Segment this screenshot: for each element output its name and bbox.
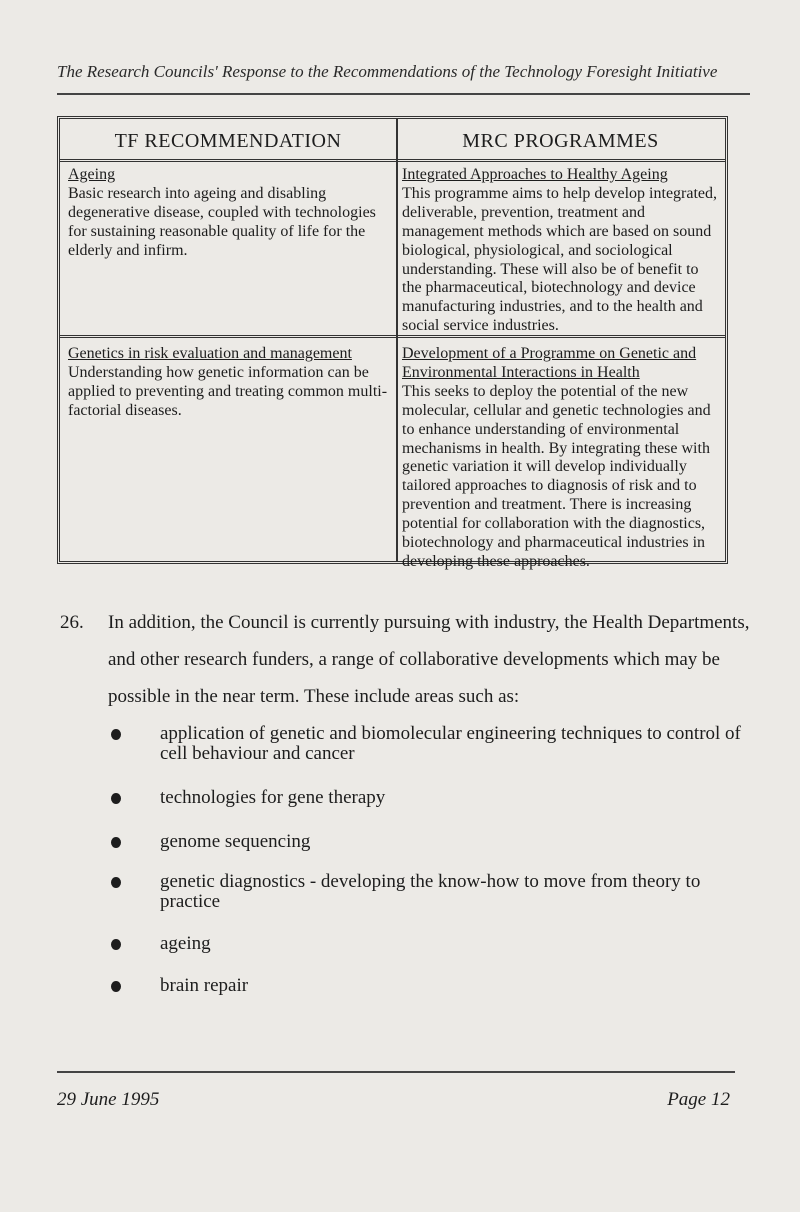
bullet-icon bbox=[111, 877, 121, 888]
list-item-text: genome sequencing bbox=[160, 831, 311, 852]
page-number: Page 12 bbox=[667, 1089, 730, 1110]
cell-title: Ageing bbox=[68, 166, 116, 183]
bullet-icon bbox=[111, 729, 121, 740]
list-item-text: genetic diagnostics - developing the know-how to move from theory to practice bbox=[160, 871, 701, 912]
list-item-text: ageing bbox=[160, 933, 211, 954]
bullet-icon bbox=[111, 981, 121, 992]
cell-body: Understanding how genetic information can be applied to preventing and treating common multi-factorial diseases. bbox=[68, 363, 388, 419]
footer-date: 29 June 1995 bbox=[57, 1089, 160, 1110]
bullet-icon bbox=[111, 837, 121, 848]
table-cell-recommendation bbox=[68, 345, 390, 421]
paragraph-text: In addition, the Council is currently pursuing with industry, the Health Departments, and other research funders, a range of collaborative developments which may be possible in the near term. These include areas such as: bbox=[108, 612, 750, 707]
footer-rule bbox=[57, 1071, 735, 1073]
bullet-icon bbox=[111, 939, 121, 950]
cell-title: Development of a Programme on Genetic and Environmental Interactions in Health bbox=[402, 345, 697, 381]
header-rule bbox=[57, 93, 750, 95]
recommendation-table bbox=[57, 116, 728, 570]
cell-title: Integrated Approaches to Healthy Ageing bbox=[402, 166, 668, 183]
header-row-rule bbox=[60, 159, 725, 165]
table-header-mrc-programmes: MRC PROGRAMMES bbox=[462, 130, 659, 152]
cell-body: This seeks to deploy the potential of the new molecular, cellular and genetic technologies and to enhance understanding of environmental mechanisms in health. By integrating these with genetic variation it will develop individually tailored approaches to diagnosis of risk and to prevention and treatment. There is increasing potential for collaboration with the diagnostics, biotechnology and pharmaceutical industries in developing these approaches. bbox=[402, 382, 711, 570]
cell-title: Genetics in risk evaluation and management bbox=[68, 345, 352, 362]
list-item-text: application of genetic and biomolecular engineering techniques to control of cell behaviour and cancer bbox=[160, 723, 741, 764]
table-header-tf-recommendation: TF RECOMMENDATION bbox=[114, 130, 342, 152]
running-header: The Research Councils' Response to the Recommendations of the Technology Foresight Initiative bbox=[57, 62, 718, 81]
list-item-text: technologies for gene therapy bbox=[160, 787, 386, 808]
table-cell-programme bbox=[402, 345, 720, 572]
paragraph-number: 26. bbox=[60, 612, 84, 633]
table-cell-programme bbox=[402, 166, 720, 336]
bullet-icon bbox=[111, 793, 121, 804]
table-cell-recommendation bbox=[68, 166, 390, 261]
list-item-text: brain repair bbox=[160, 975, 249, 996]
cell-body: Basic research into ageing and disabling degenerative disease, coupled with technologies for sustaining reasonable quality of life for the elderly and infirm. bbox=[68, 184, 376, 259]
cell-body: This programme aims to help develop integrated, deliverable, prevention, treatment and management methods which are based on sound biological, physiological, and sociological understanding. These will also be of benefit to the pharmaceutical, biotechnology and device manufacturing industries, and to the health and social service industries. bbox=[402, 184, 718, 335]
